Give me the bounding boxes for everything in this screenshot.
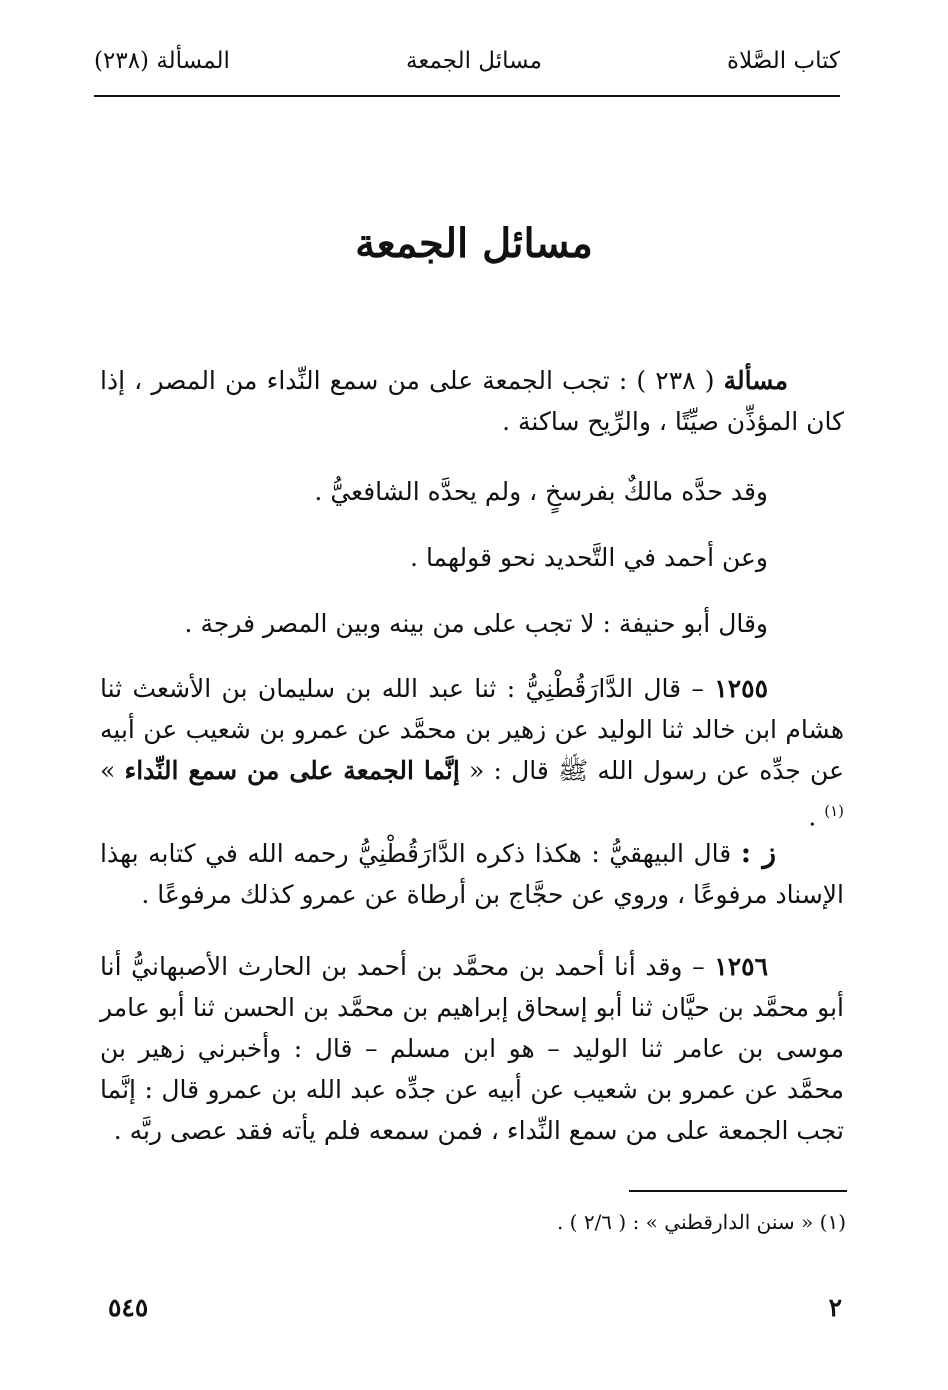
- issue-label: مسألة: [723, 366, 788, 395]
- paragraph-ahmad: وعن أحمد في التَّحديد نحو قولهما .: [410, 543, 768, 572]
- hadith-1255: [100, 668, 844, 837]
- paragraph-abu-hanifa: وقال أبو حنيفة : لا تجب على من بينه وبين المصر فرجة .: [184, 609, 768, 638]
- header-rule: [94, 95, 840, 97]
- hadith-text: – وقد أنا أحمد بن محمَّد بن أحمد بن الحارث الأصبهانيُّ أنا أبو محمَّد بن حيَّان ثنا أبو إسحاق إبراهيم بن محمَّد بن الحسن ثنا أبو عامر موسى بن عامر ثنا الوليد – هو ابن مسلم – قال : وأخبرني زهير بن محمَّد عن عمرو بن شعيب عن أبيه عن جدِّه عبد الله بن عمرو قال : إنَّما تجب الجمعة على من سمع النِّداء ، فمن سمعه فلم يأته فقد عصى ربَّه .: [100, 952, 844, 1145]
- footnote-rule: [629, 1190, 847, 1192]
- issue-text: ( ٢٣٨ ) : تجب الجمعة على من سمع النِّداء من المصر ، إذا كان المؤذِّن صيِّتًا ، والرِّيح ساكنة .: [100, 366, 844, 436]
- volume-number: ٢: [828, 1293, 842, 1322]
- editor-marker: ز :: [740, 836, 777, 869]
- editor-note: [100, 832, 844, 915]
- hadith-text: – قال الدَّارَقُطْنِيُّ : ثنا عبد الله بن سليمان بن الأشعث ثنا هشام ابن خالد ثنا الوليد عن زهير بن محمَّد عن عمرو بن شعيب عن أبيه عن جدِّه عن رسول الله ﷺ قال : «: [100, 674, 845, 785]
- issue-paragraph: [100, 360, 844, 442]
- footnote-reference: (١): [824, 802, 844, 820]
- editor-note-text: قال البيهقيُّ : هكذا ذكره الدَّارَقُطْنِيُّ رحمه الله في كتابه بهذا الإسناد مرفوعًا ، وروي عن حجَّاج بن أرطاة عن عمرو كذلك مرفوعًا .: [100, 839, 844, 909]
- hadith-number: ١٢٥٦: [714, 952, 768, 981]
- running-header-issue: المسألة (٢٣٨): [94, 48, 230, 74]
- hadith-end: .: [808, 802, 817, 832]
- hadith-1256: [100, 946, 844, 1151]
- footnote: (١) « سنن الدارقطني » : ( ٢/٦ ) .: [556, 1210, 846, 1234]
- page-number: ٥٤٥: [108, 1293, 149, 1322]
- paragraph-malik: وقد حدَّه مالكٌ بفرسخٍ ، ولم يحدَّه الشافعيُّ .: [314, 477, 768, 506]
- running-header-book: كتاب الصَّلاة: [727, 48, 840, 74]
- hadith-number: ١٢٥٥: [714, 674, 768, 703]
- hadith-quote-close: »: [100, 756, 116, 785]
- running-header-chapter: مسائل الجمعة: [406, 48, 542, 74]
- page-title: مسائل الجمعة: [355, 220, 593, 267]
- hadith-quote: إنَّما الجمعة على من سمع النِّداء: [124, 756, 460, 785]
